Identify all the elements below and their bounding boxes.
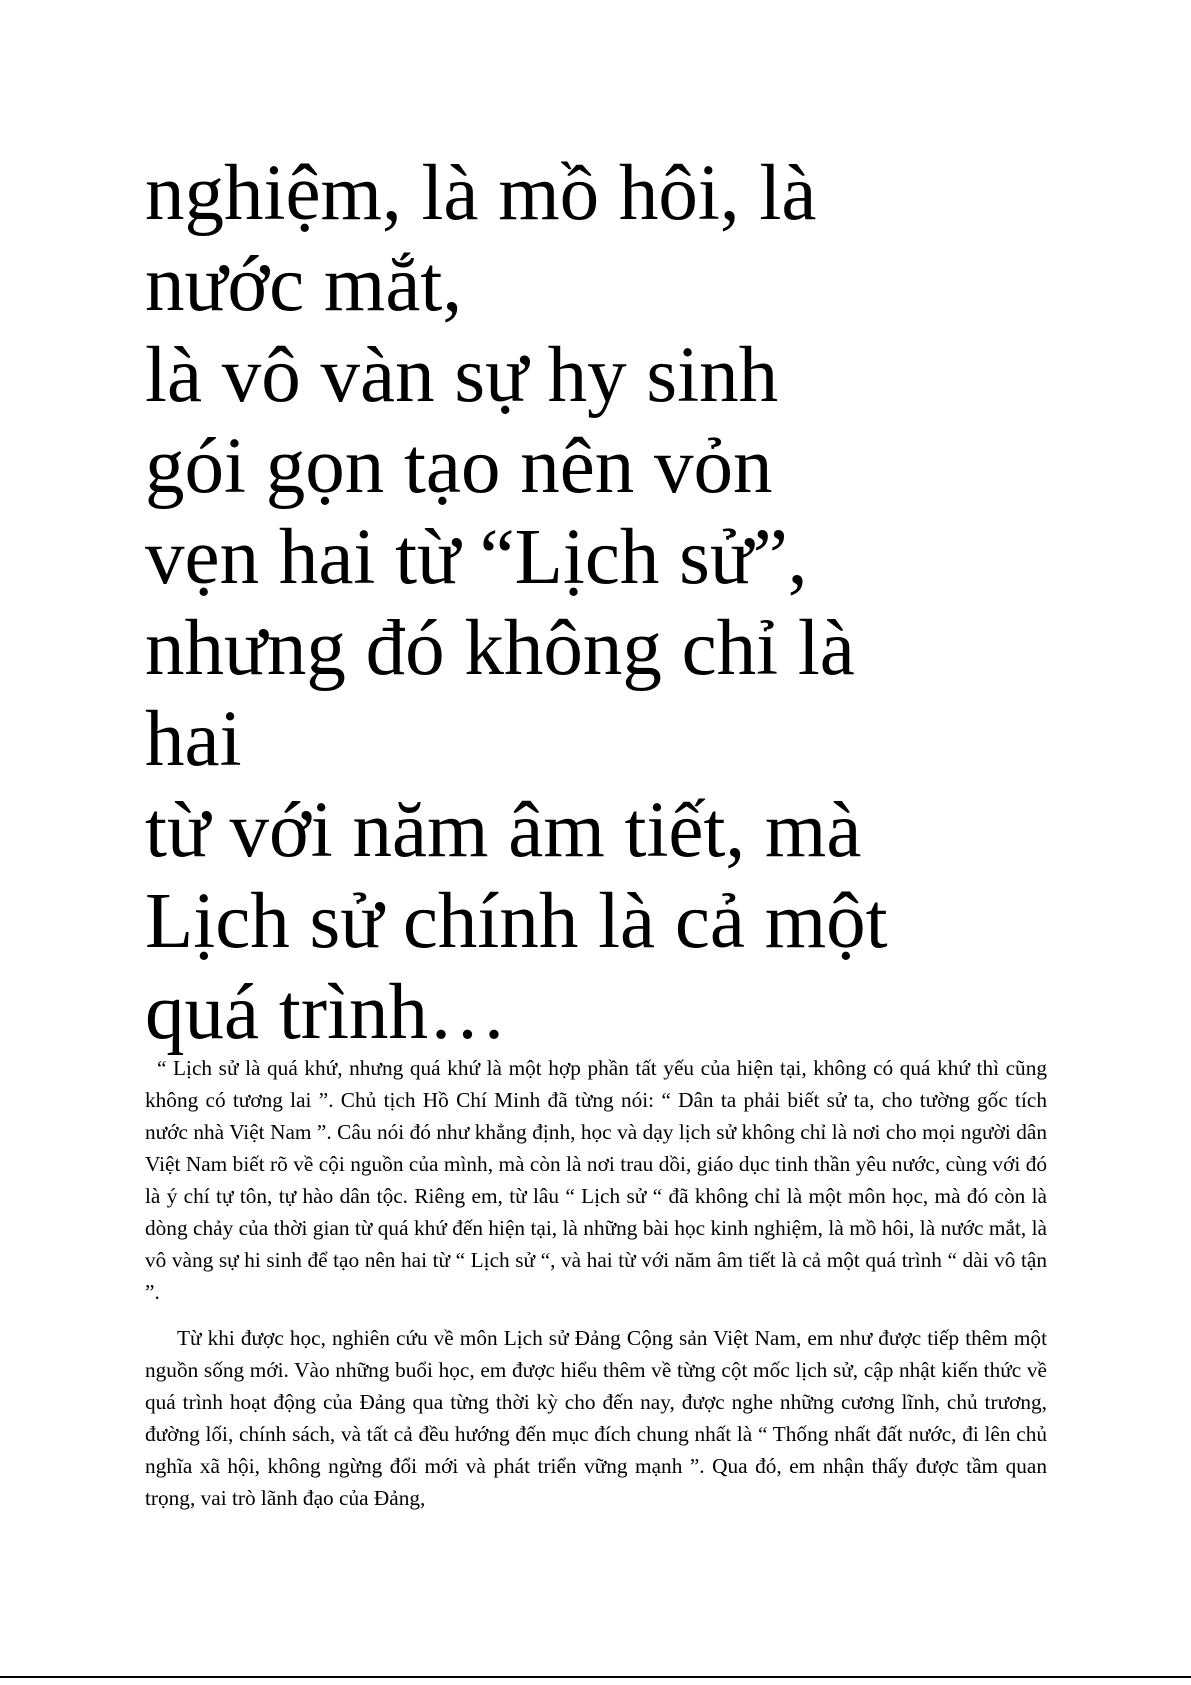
large-quote-line: nước mắt, xyxy=(145,241,463,328)
footer-divider xyxy=(0,1676,1191,1678)
large-quote-line: Lịch sử chính là cả một xyxy=(145,878,888,965)
large-quote-line: nghiệm, là mồ hôi, là xyxy=(145,150,817,237)
large-quote-block xyxy=(145,148,1075,1058)
large-quote-line: nhưng đó không chỉ là xyxy=(145,605,855,692)
body-paragraph: “ Lịch sử là quá khứ, nhưng quá khứ là một hợp phần tất yếu của hiện tại, không có quá khứ thì cũng không có tương lai ”. Chủ tịch Hồ Chí Minh đã từng nói: “ Dân ta phải biết sử ta, cho tường gốc tích nước nhà Việt Nam ”. Câu nói đó như khẳng định, học và dạy lịch sử không chỉ là nơi cho mọi người dân Việt Nam biết rõ về cội nguồn của mình, mà còn là nơi trau dồi, giáo dục tinh thần yêu nước, cùng với đó là ý chí tự tôn, tự hào dân tộc. Riêng em, từ lâu “ Lịch sử “ đã không chỉ là một môn học, mà đó còn là dòng chảy của thời gian từ quá khứ đến hiện tại, là những bài học kinh nghiệm, là mồ hôi, là nước mắt, là vô vàng sự hi sinh để tạo nên hai từ “ Lịch sử “, và hai từ với năm âm tiết là cả một quá trình “ dài vô tận ”. xyxy=(145,1056,1047,1304)
large-quote-line: quá trình… xyxy=(145,969,508,1056)
body-paragraph: Từ khi được học, nghiên cứu về môn Lịch sử Đảng Cộng sản Việt Nam, em như được tiếp thêm một nguồn sống mới. Vào những buổi học, em được hiểu thêm về từng cột mốc lịch sử, cập nhật kiến thức về quá trình hoạt động của Đảng qua từng thời kỳ cho đến nay, được nghe những cương lĩnh, chủ trương, đường lối, chính sách, và tất cả đều hướng đến mục đích chung nhất là “ Thống nhất đất nước, đi lên chủ nghĩa xã hội, không ngừng đổi mới và phát triển vững mạnh ”. Qua đó, em nhận thấy được tầm quan trọng, vai trò lãnh đạo của Đảng, xyxy=(145,1326,1047,1510)
body-text xyxy=(145,1052,1047,1514)
large-quote-line: là vô vàn sự hy sinh xyxy=(145,332,779,419)
large-quote-line: hai xyxy=(145,696,242,783)
large-quote-line: gói gọn tạo nên vỏn xyxy=(145,423,773,510)
large-quote-line: vẹn hai từ “Lịch sử”, xyxy=(145,514,808,601)
large-quote-line: từ với năm âm tiết, mà xyxy=(145,787,862,874)
